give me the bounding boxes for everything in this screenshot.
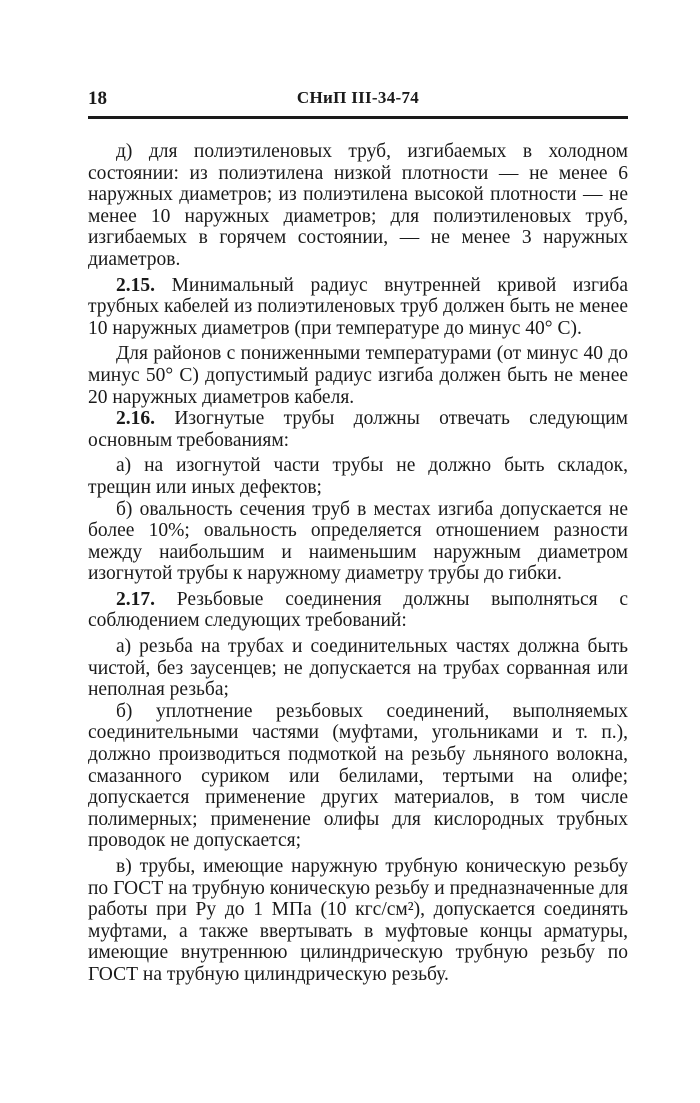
paragraph-item-a-thread [88, 636, 628, 701]
document-page [88, 84, 628, 986]
page-header [88, 84, 628, 116]
paragraph-item-b-sealing [88, 701, 628, 852]
section-number: 2.17. [116, 588, 155, 610]
paragraph-text: а) на изогнутой части трубы не должно быть складок, трещин или иных дефектов; [88, 455, 628, 498]
paragraph-text: а) резьба на трубах и соединительных частях должна быть чистой, без заусенцев; не допускается на трубах сорванная или неполная резьба; [88, 636, 628, 701]
paragraph-2-16 [88, 408, 628, 451]
paragraph-text: Резьбовые соединения должны выполняться с соблюдением следующих требований: [88, 588, 628, 632]
header-rule [88, 116, 628, 119]
paragraph-text: Минимальный радиус внутренней кривой изгиба трубных кабелей из полиэтиленовых труб должен быть не менее 10 наружных диаметров (при температуре до минус 40° С). [88, 274, 628, 339]
paragraph-2-17 [88, 589, 628, 632]
document-body [88, 141, 628, 986]
paragraph-text: д) для полиэтиленовых труб, изгибаемых в холодном состоянии: из полиэтилена низкой плотности — не менее 6 наружных диаметров; из полиэтилена высокой плотности — не менее 10 наружных диаметров; для полиэтиленовых труб, изгибаемых в горячем состоянии, — не менее 3 наружных диаметров. [88, 141, 628, 270]
section-number: 2.15. [116, 274, 155, 296]
page-number: 18 [88, 88, 107, 109]
paragraph-text: Для районов с пониженными температурами (от минус 40 до минус 50° С) допустимый радиус изгиба должен быть не менее 20 наружных диаметров кабеля. [88, 343, 628, 408]
paragraph-item-a-folds [88, 455, 628, 498]
paragraph-text: б) уплотнение резьбовых соединений, выполняемых соединительными частями (муфтами, угольниками и т. п.), должно производиться подмоткой на резьбу льняного волокна, смазанного суриком или белилами, тертыми на олифе; допускается применение других материалов, в том числе полимерных; применение олифы для кислородных трубных проводок не допускается; [88, 700, 628, 852]
paragraph-item-d [88, 141, 628, 271]
paragraph-low-temperature [88, 343, 628, 408]
paragraph-text: б) овальность сечения труб в местах изгиба допускается не более 10%; овальность определяется отношением разности между наибольшим и наименьшим наружным диаметром изогнутой трубы к наружному диаметру трубы до гибки. [88, 498, 628, 585]
paragraph-2-15 [88, 275, 628, 340]
paragraph-text: Изогнутые трубы должны отвечать следующим основным требованиям: [88, 408, 628, 451]
paragraph-text: в) трубы, имеющие наружную трубную коническую резьбу по ГОСТ на трубную коническую резьбу и предназначенные для работы при Ру до 1 МПа (10 кгс/см²), допускается соединять муфтами, а также ввертывать в муфтовые концы арматуры, имеющие внутреннюю цилиндрическую трубную резьбу по ГОСТ на трубную цилиндрическую резьбу. [88, 856, 628, 985]
document-code: СНиП III-34-74 [296, 88, 420, 107]
paragraph-item-b-ovality [88, 499, 628, 585]
section-number: 2.16. [116, 408, 155, 430]
paragraph-item-v-couplings [88, 856, 628, 986]
